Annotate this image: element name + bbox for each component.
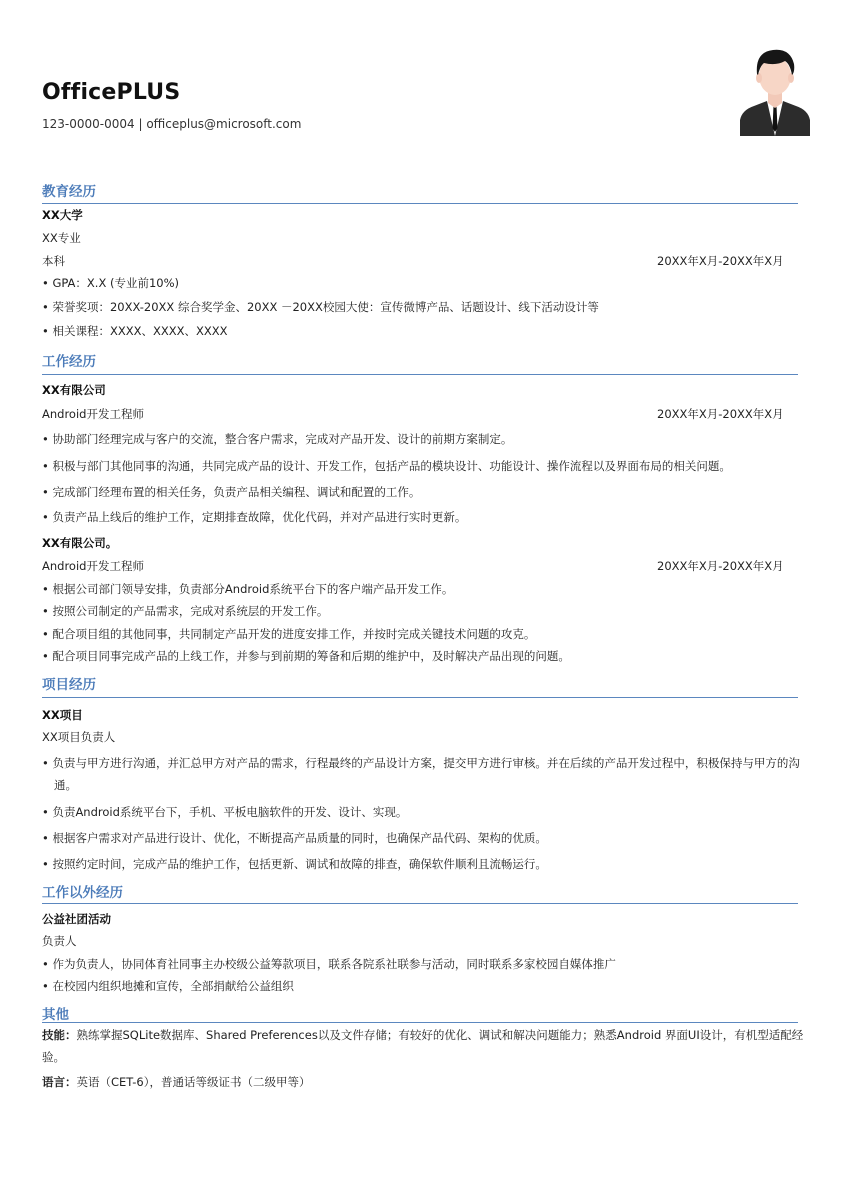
list-item: • 作为负责人，协同体育社同事主办校级公益筹款项目，联系各院系社联参与活动，同时联系多家校园自媒体推广 xyxy=(42,957,616,971)
list-item: • 完成部门经理布置的相关任务，负责产品相关编程、调试和配置的工作。 xyxy=(42,485,421,499)
project-title: 项目经历 xyxy=(42,677,96,693)
school-name: XX大学 xyxy=(42,208,83,222)
org-name: 公益社团活动 xyxy=(42,912,111,926)
list-item: • 相关课程：XXXX、XXXX、XXXX xyxy=(42,324,228,338)
list-item: • 在校园内组织地摊和宣传，全部捐献给公益组织 xyxy=(42,979,294,993)
skills-text: 熟练掌握SQLite数据库、Shared Preferences以及文件存储；有较好的优化、调试和解决问题能力；熟悉Android 界面UI设计，有机型适配经验。 xyxy=(42,1028,804,1064)
list-item: • 配合项目组的其他同事，共同制定产品开发的进度安排工作，并按时完成关键技术问题的攻克。 xyxy=(42,627,536,641)
list-item: • 积极与部门其他同事的沟通，共同完成产品的设计、开发工作，包括产品的模块设计、功能设计、操作流程以及界面布局的相关问题。 xyxy=(42,459,731,473)
list-item: • 荣誉奖项：20XX-20XX 综合奖学金、20XX －20XX校园大使：宣传微博产品、话题设计、线下活动设计等 xyxy=(42,300,599,314)
degree: 本科 xyxy=(42,254,65,268)
list-item: • 负责与甲方进行沟通，并汇总甲方对产品的需求，行程最终的产品设计方案，提交甲方进行审核。并在后续的产品开发过程中，积极保持与甲方的沟 xyxy=(42,756,800,770)
company-name: XX有限公司。 xyxy=(42,536,118,550)
languages-label: 语言： xyxy=(42,1075,77,1089)
project-divider xyxy=(42,697,798,698)
list-item: • 配合项目同事完成产品的上线工作，并参与到前期的筹备和后期的维护中，及时解决产品出现的问题。 xyxy=(42,649,570,663)
skills xyxy=(42,1024,806,1068)
contact-info: 123-0000-0004 | officeplus@microsoft.com xyxy=(42,117,302,131)
other-divider xyxy=(42,1022,798,1023)
education-date: 20XX年X月-20XX年X月 xyxy=(657,254,784,268)
job-role: Android开发工程师 xyxy=(42,559,144,573)
list-item: • 根据公司部门领导安排，负责部分Android系统平台下的客户端产品开发工作。 xyxy=(42,582,454,596)
extra-title: 工作以外经历 xyxy=(42,885,123,901)
company-name: XX有限公司 xyxy=(42,383,106,397)
extra-divider xyxy=(42,903,798,904)
skills-label: 技能： xyxy=(42,1028,77,1042)
project-role: XX项目负责人 xyxy=(42,730,116,744)
education-divider xyxy=(42,203,798,204)
list-item: • GPA：X.X (专业前10%) xyxy=(42,276,180,290)
candidate-name: OfficePLUS xyxy=(42,80,181,105)
list-item: • 负责产品上线后的维护工作，定期排查故障，优化代码，并对产品进行实时更新。 xyxy=(42,510,467,524)
education-title: 教育经历 xyxy=(42,184,96,200)
list-item: • 按照约定时间，完成产品的维护工作，包括更新、调试和故障的排查，确保软件顺利且流畅运行。 xyxy=(42,857,547,871)
languages-text: 英语（CET-6），普通话等级证书（二级甲等） xyxy=(76,1075,311,1089)
work-divider xyxy=(42,374,798,375)
list-item-continuation: 通。 xyxy=(54,778,77,792)
list-item: • 协助部门经理完成与客户的交流，整合客户需求，完成对产品开发、设计的前期方案制定。 xyxy=(42,432,513,446)
job-date: 20XX年X月-20XX年X月 xyxy=(657,559,784,573)
work-title: 工作经历 xyxy=(42,354,96,370)
list-item: • 负责Android系统平台下，手机、平板电脑软件的开发、设计、实现。 xyxy=(42,805,408,819)
avatar xyxy=(740,44,810,136)
project-name: XX项目 xyxy=(42,708,83,722)
org-role: 负责人 xyxy=(42,934,77,948)
list-item: • 按照公司制定的产品需求，完成对系统层的开发工作。 xyxy=(42,604,329,618)
job-role: Android开发工程师 xyxy=(42,407,144,421)
list-item: • 根据客户需求对产品进行设计、优化，不断提高产品质量的同时，也确保产品代码、架构的优质。 xyxy=(42,831,547,845)
job-date: 20XX年X月-20XX年X月 xyxy=(657,407,784,421)
other-title: 其他 xyxy=(42,1007,69,1023)
major: XX专业 xyxy=(42,231,81,245)
languages xyxy=(42,1074,310,1090)
